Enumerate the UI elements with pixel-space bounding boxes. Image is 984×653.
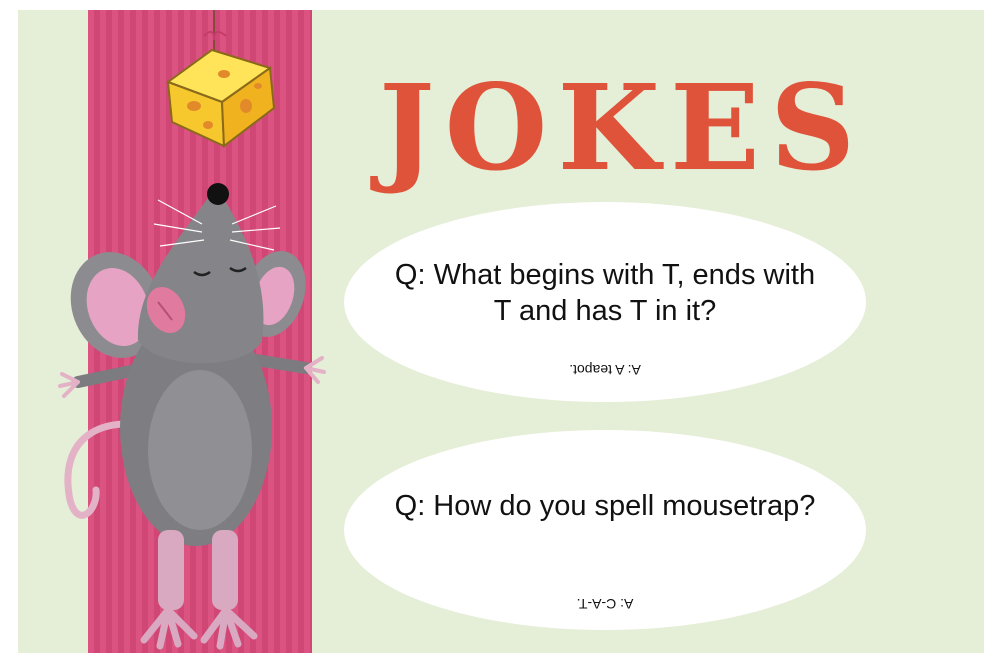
mouse-cheese-illustration xyxy=(18,10,338,653)
mouse-icon xyxy=(56,183,324,646)
cheese-icon xyxy=(168,50,274,146)
joke-bubble-2 xyxy=(344,430,866,630)
joke-question-2: Q: How do you spell mousetrap? xyxy=(394,490,816,522)
jokes-card xyxy=(18,10,984,653)
page-title: JOKES xyxy=(378,58,866,197)
joke-question-1: Q: What begins with T, ends with T and has T in it? xyxy=(394,259,816,327)
joke-bubble-1 xyxy=(344,202,866,402)
joke-answer-2: A: C-A-T. xyxy=(576,596,634,612)
joke-answer-1: A: A teapot. xyxy=(569,362,641,378)
